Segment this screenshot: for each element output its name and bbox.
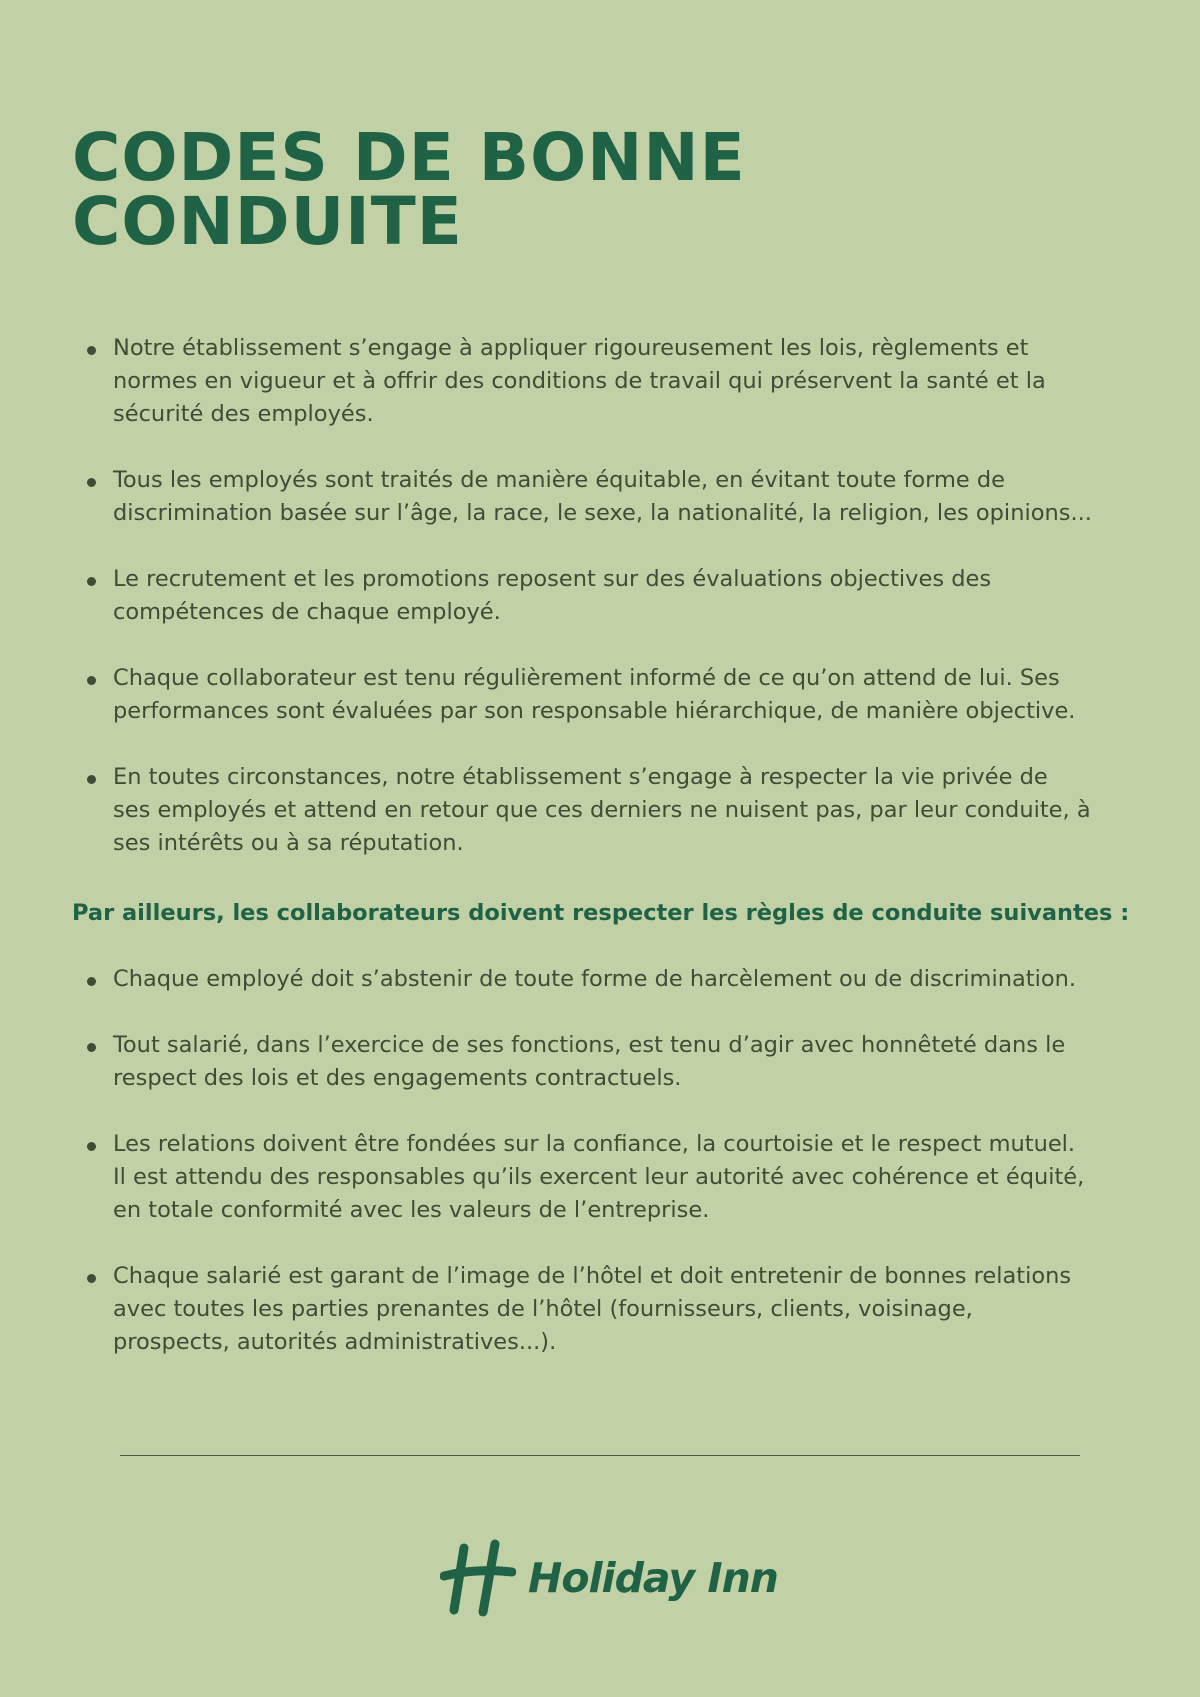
- list-item: Chaque collaborateur est tenu régulièrement informé de ce qu’on attend de lui. Ses performances sont évaluées par son responsable hiérarchique, de manière objective.: [72, 662, 1092, 728]
- page-title-line-2: CONDUITE: [72, 183, 463, 260]
- list-item: Notre établissement s’engage à appliquer rigoureusement les lois, règlements et normes en vigueur et à offrir des conditions de travail qui préservent la santé et la sécurité des employés.: [72, 332, 1092, 431]
- list-item: En toutes circonstances, notre établissement s’engage à respecter la vie privée de ses employés et attend en retour que ces derniers ne nuisent pas, par leur conduite, à ses intérêts ou à sa réputation.: [72, 761, 1092, 860]
- commitments-list: [72, 332, 1092, 893]
- list-item: Chaque employé doit s’abstenir de toute forme de harcèlement ou de discrimination.: [72, 963, 1092, 996]
- holiday-inn-h-icon: [440, 1538, 516, 1618]
- page-title-line-1: CODES DE BONNE: [72, 119, 746, 196]
- page-title: [72, 119, 972, 260]
- list-item: Tout salarié, dans l’exercice de ses fonctions, est tenu d’agir avec honnêteté dans le respect des lois et des engagements contractuels.: [72, 1029, 1092, 1095]
- rules-subheading: Par ailleurs, les collaborateurs doivent respecter les règles de conduite suivantes :: [72, 900, 1130, 926]
- logo-text: Holiday Inn: [528, 1554, 778, 1602]
- rules-list: [72, 963, 1092, 1392]
- list-item: Les relations doivent être fondées sur la confiance, la courtoisie et le respect mutuel. Il est attendu des responsables qu’ils exercent leur autorité avec cohérence et équité, en totale conformité avec les valeurs de l’entreprise.: [72, 1128, 1092, 1227]
- list-item: Le recrutement et les promotions reposent sur des évaluations objectives des compétences de chaque employé.: [72, 563, 1092, 629]
- list-item: Tous les employés sont traités de manière équitable, en évitant toute forme de discrimination basée sur l’âge, la race, le sexe, la nationalité, la religion, les opinions...: [72, 464, 1092, 530]
- list-item: Chaque salarié est garant de l’image de l’hôtel et doit entretenir de bonnes relations avec toutes les parties prenantes de l’hôtel (fournisseurs, clients, voisinage, prospects, autorités administratives...).: [72, 1260, 1092, 1359]
- holiday-inn-logo: [440, 1538, 778, 1618]
- footer-divider: [120, 1455, 1080, 1456]
